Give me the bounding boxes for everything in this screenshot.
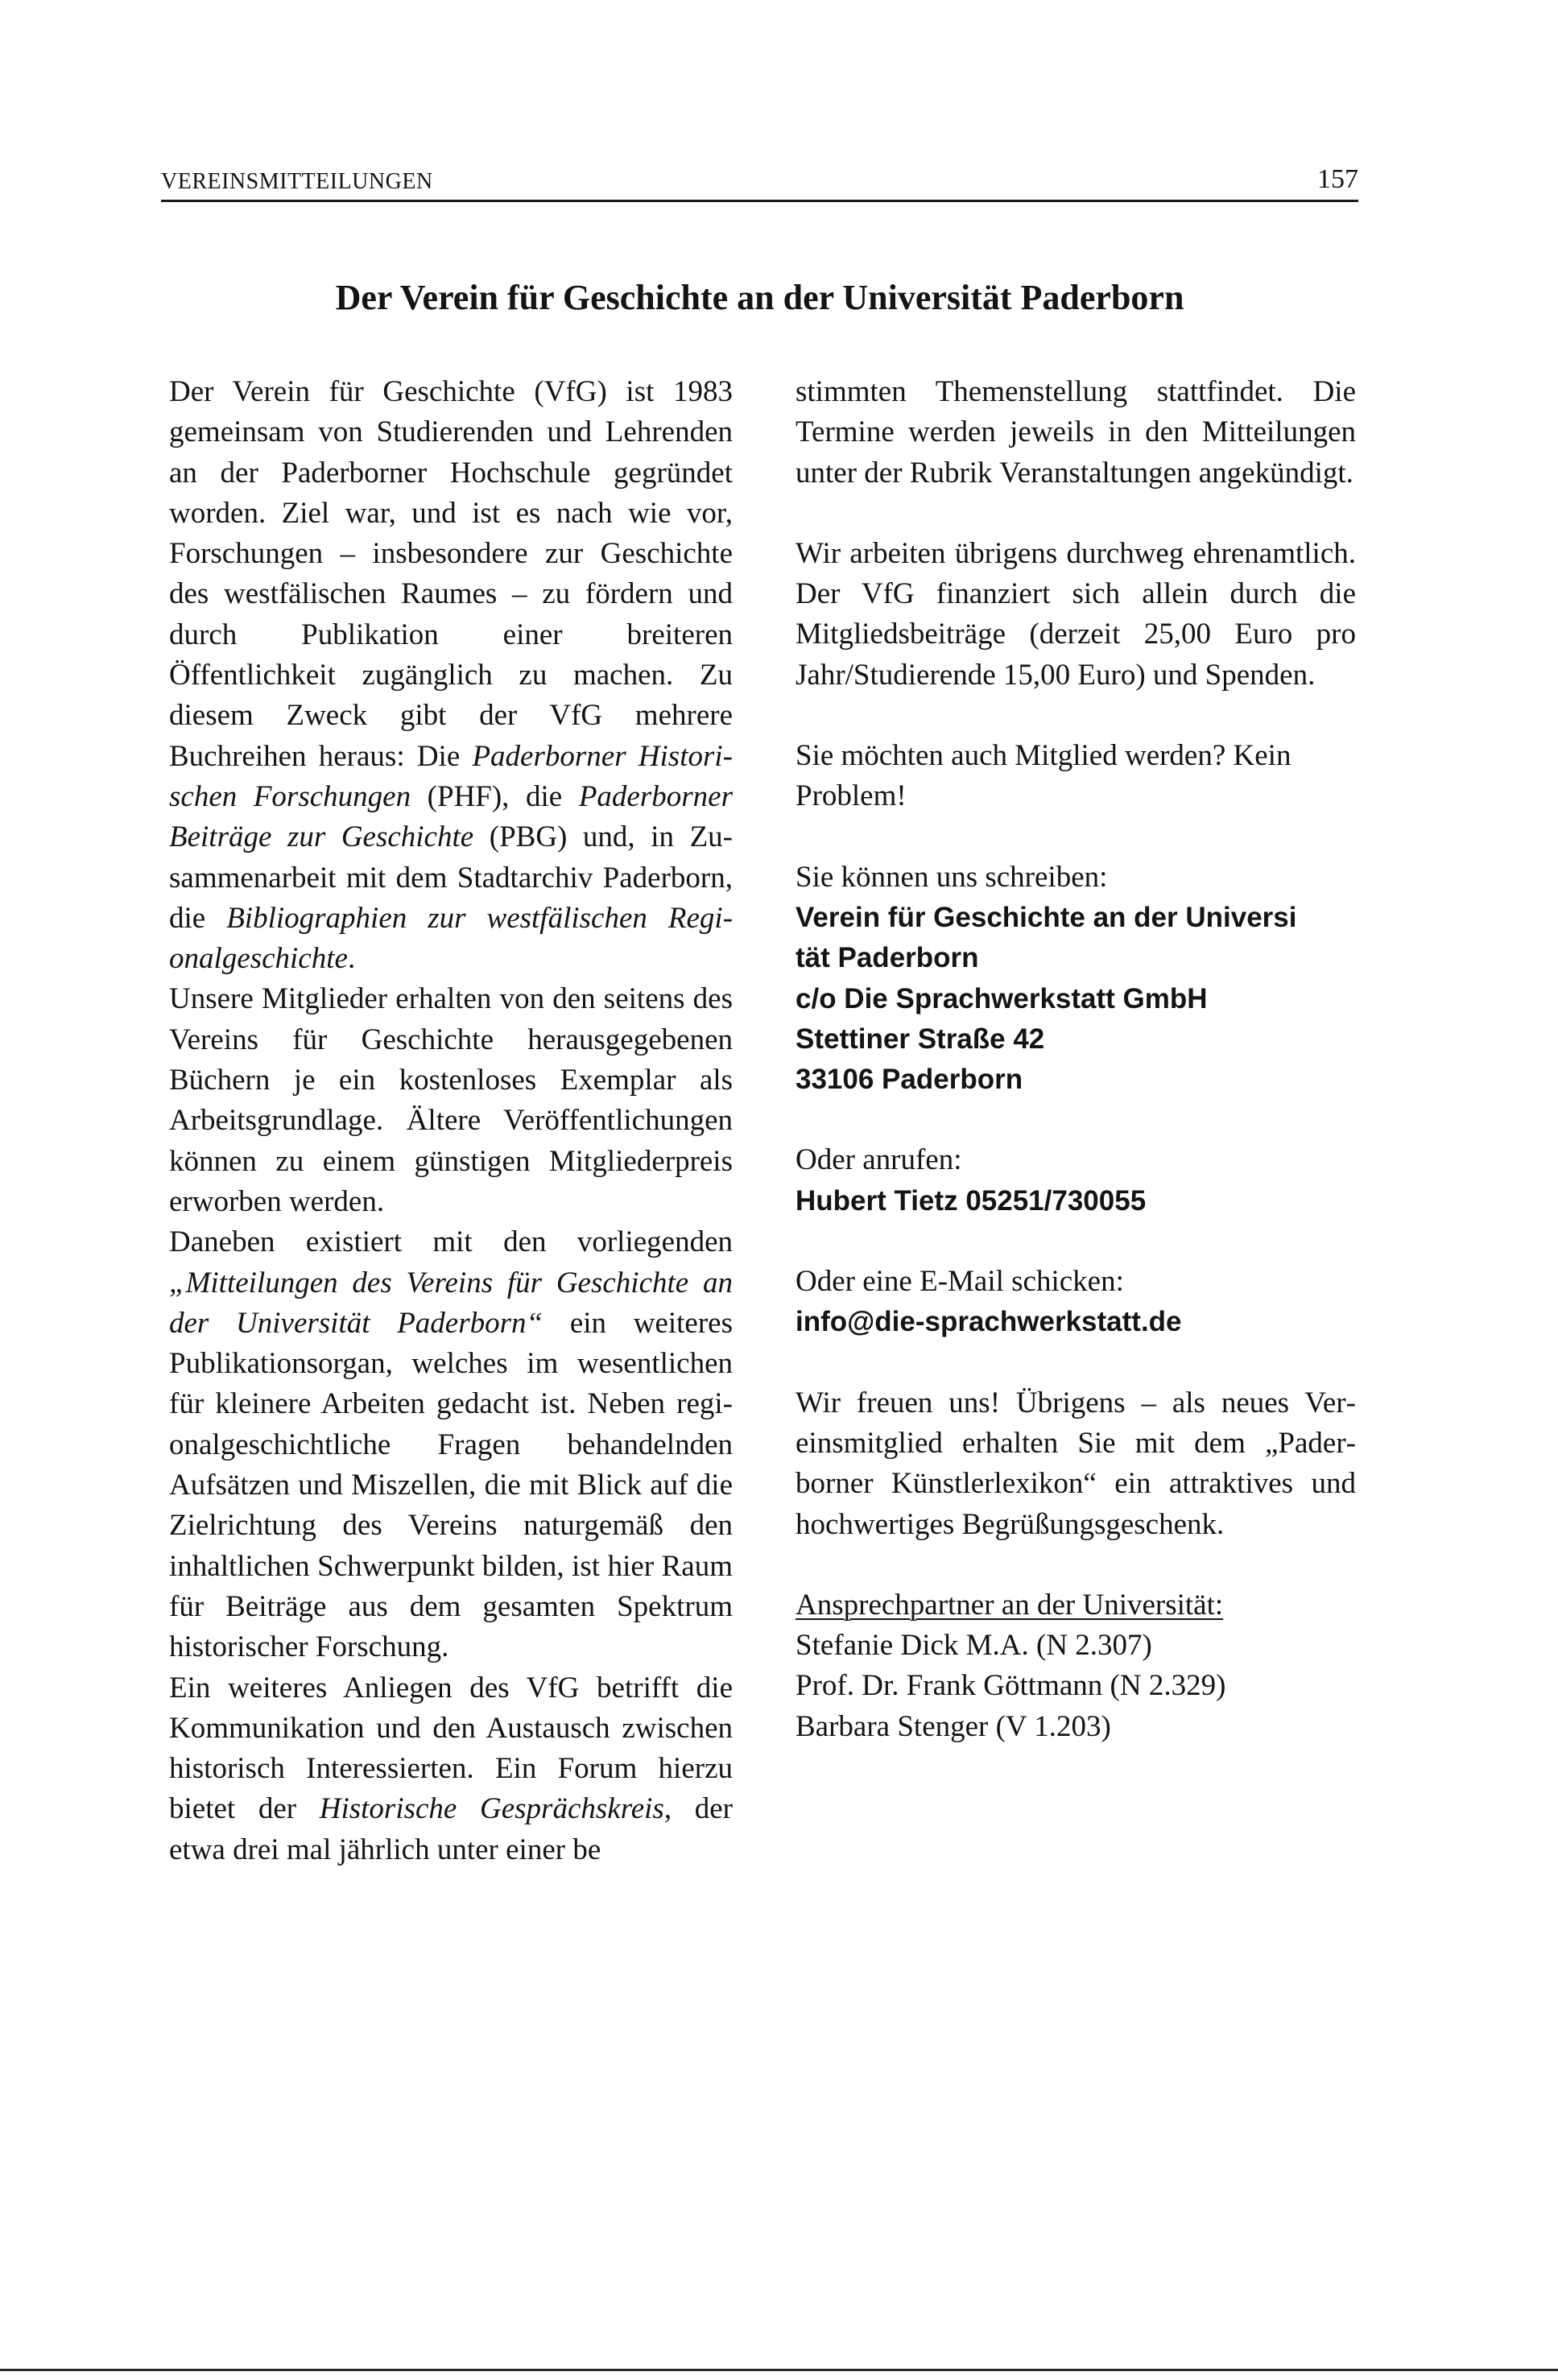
text-run: ein weiteres Publikationsorgan, welches im wesentlichen für kleinere Arbeiten gedacht ist. Neben regionalgeschichtliche Fragen behandelnden Aufsätzen und Miszellen, die mit Blick auf die Zielrichtung des Vereins naturgemäß den inhaltlichen Schwerpunkt bilden, ist hier Raum für Beiträge aus dem gesamten Spektrum historischer Forschung. xyxy=(169,1306,733,1664)
postal-contact xyxy=(796,857,1356,1101)
text-run: , der etwa drei mal jährlich unter einer be xyxy=(169,1792,733,1866)
contact-person: Prof. Dr. Frank Göttmann (N 2.329) xyxy=(796,1669,1226,1703)
paragraph-intro xyxy=(169,372,733,979)
phone-number: Hubert Tietz 05251/730055 xyxy=(796,1184,1147,1217)
email-address: info@die-sprachwerkstatt.de xyxy=(796,1306,1182,1338)
address-line: 33106 Paderborn xyxy=(796,1064,1023,1096)
phone-contact xyxy=(796,1140,1356,1221)
forum-name: Historische Gesprächskreis xyxy=(319,1792,664,1826)
paragraph-dates: stimmten Themenstellung stattfindet. Die Termine werden jeweils in den Mitteilungen unter der Rubrik Veranstaltungen angekündigt. xyxy=(796,375,1356,490)
bottom-scan-edge xyxy=(0,2369,1558,2371)
text-run: Ein weiteres Anliegen des VfG betrifft die Kommunikation und den Austausch zwischen historisch Interessierten. Ein Forum hierzu bietet der xyxy=(169,1671,733,1826)
series-title-bibliographies: Bibliographien zur westfälischen Regionalgeschichte xyxy=(169,901,734,976)
email-intro: Oder eine E-Mail schicken: xyxy=(796,1265,1124,1299)
right-column xyxy=(796,372,1356,1747)
paragraph-join: Sie möchten auch Mitglied werden? Kein Problem! xyxy=(796,739,1291,813)
paragraph-publication xyxy=(169,1222,733,1667)
text-run: (PBG) und, in Zusammenarbeit mit dem Stadtarchiv Paderborn, die xyxy=(169,820,733,935)
contacts-heading: Ansprechpartner an der Universität: xyxy=(796,1588,1224,1622)
paragraph-forum xyxy=(169,1668,733,1870)
address-line: Stettiner Straße 42 xyxy=(796,1023,1045,1055)
call-intro: Oder anrufen: xyxy=(796,1143,962,1177)
write-intro: Sie können uns schreiben: xyxy=(796,860,1108,894)
text-run: Daneben existiert mit den vorliegenden xyxy=(169,1225,733,1259)
address-line: tät Paderborn xyxy=(796,942,979,974)
page-number: 157 xyxy=(1317,164,1358,194)
paragraph-gift: Wir freuen uns! Übrigens – als neues Vereinsmitglied erhalten Sie mit dem „Paderborner Künstlerlexikon“ ein attraktives und hochwertiges Begrüßungsgeschenk. xyxy=(796,1386,1356,1541)
article-title: Der Verein für Geschichte an der Universität Paderborn xyxy=(335,278,1184,317)
text-run: Der Verein für Geschichte (VfG) ist 1983 gemeinsam von Studierenden und Lehrenden an der Paderborner Hochschule gegründet worden. Ziel war, und ist es nach wie vor, Forschungen – insbesondere zur Geschichte des westfälischen Raumes – zu fördern und durch Publikation einer breiteren Öffentlichkeit zugänglich zu machen. Zu diesem Zweck gibt der VfG mehrere Buchreihen heraus: Die xyxy=(169,375,733,773)
running-header xyxy=(161,161,1358,202)
publication-title: „Mitteilungen des Vereins für Geschichte an der Universität Paderborn“ xyxy=(169,1266,733,1340)
paragraph-funding: Wir arbeiten übrigens durchweg ehrenamtlich. Der VfG finanziert sich allein durch die Mitgliedsbeiträge (derzeit 25,00 Euro pro Jahr/Studierende 15,00 Euro) und Spenden. xyxy=(796,536,1356,692)
address-line: Verein für Geschichte an der Universi xyxy=(796,901,1297,933)
running-title: VEREINSMITTEILUNGEN xyxy=(161,169,433,194)
series-title-phf: Paderborner Historischen Forschungen xyxy=(169,739,733,813)
email-contact xyxy=(796,1262,1356,1343)
address-line: c/o Die Sprachwerkstatt GmbH xyxy=(796,982,1208,1014)
series-title-pbg: Paderborner Beiträge zur Geschichte xyxy=(169,779,733,854)
left-column xyxy=(169,372,733,1870)
text-run: . xyxy=(347,942,356,976)
contact-person: Barbara Stenger (V 1.203) xyxy=(796,1709,1111,1743)
contact-person: Stefanie Dick M.A. (N 2.307) xyxy=(796,1629,1152,1663)
postal-address xyxy=(796,898,1356,1100)
university-contacts xyxy=(796,1585,1356,1747)
text-run: (PHF), die xyxy=(411,779,579,813)
paragraph-members: Unsere Mitglieder erhalten von den seitens des Vereins für Geschichte herausgegebenen Büchern je ein kostenloses Exemplar als Arbeitsgrundlage. Ältere Veröffentlichungen können zu einem günstigen Mitgliederpreis erworben werden. xyxy=(169,982,733,1218)
